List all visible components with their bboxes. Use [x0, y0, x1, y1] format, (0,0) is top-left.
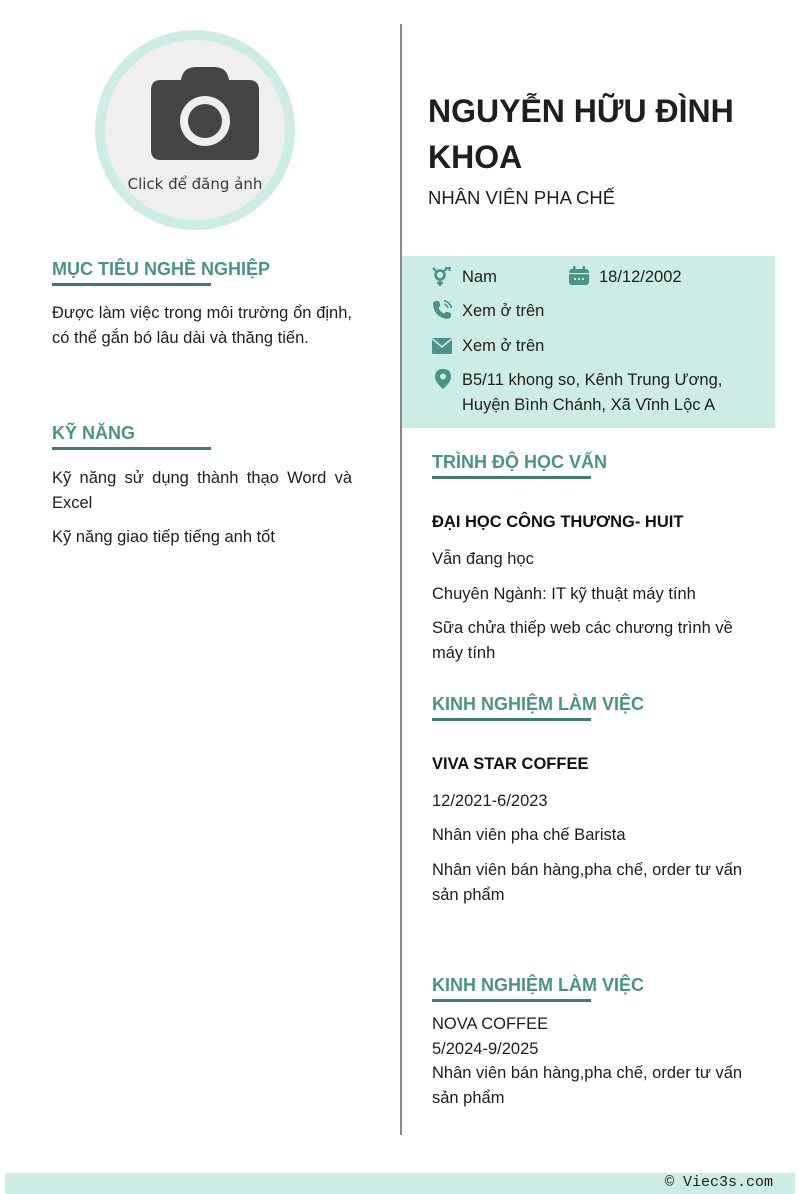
- address-line-2: Huyện Bình Chánh, Xã Vĩnh Lộc A: [462, 396, 716, 414]
- objective-text: Được làm việc trong môi trường ổn định, có thể gắn bó lâu dài và thăng tiến.: [52, 304, 352, 347]
- section-underline: [432, 476, 591, 479]
- section-title-education: TRÌNH ĐỘ HỌC VẤN: [432, 452, 607, 472]
- calendar-icon: [569, 266, 589, 286]
- section-underline: [432, 999, 591, 1002]
- phone-icon: [432, 300, 452, 320]
- envelope-icon: [432, 336, 452, 356]
- education-major: Chuyên Ngành: IT kỹ thuật máy tính: [432, 585, 696, 603]
- job-title: NHÂN VIÊN PHA CHẾ: [428, 187, 616, 208]
- work-desc-line-1: Nhân viên bán hàng,pha chế, order tư vấn: [432, 1064, 743, 1082]
- section-title-experience: KINH NGHIỆM LÀM VIỆC: [432, 975, 645, 995]
- skill-item: Kỹ năng giao tiếp tiếng anh tốt: [52, 528, 275, 546]
- birthday-value: 18/12/2002: [599, 268, 682, 286]
- education-note-line-1: Sữa chửa thiếp web các chương trình về: [432, 619, 733, 637]
- work-desc-line-1: Nhân viên bán hàng,pha chế, order tư vấn: [432, 861, 743, 879]
- camera-icon: [151, 67, 259, 160]
- company-name: NOVA COFFEE: [432, 1015, 549, 1033]
- section-title-skills: KỸ NĂNG: [52, 423, 136, 443]
- gender-value: Nam: [462, 268, 497, 286]
- section-underline: [52, 283, 211, 286]
- work-period: 5/2024-9/2025: [432, 1040, 539, 1058]
- education-note-line-2: máy tính: [432, 644, 496, 662]
- education-status: Vẫn đang học: [432, 550, 534, 568]
- gender-icon: [432, 267, 452, 287]
- work-period: 12/2021-6/2023: [432, 792, 548, 810]
- section-underline: [52, 447, 211, 450]
- phone-value: Xem ở trên: [462, 302, 545, 320]
- avatar-caption: Click để đăng ảnh: [127, 175, 263, 193]
- work-desc-line-2: sản phẩm: [432, 886, 505, 904]
- skill-item: Kỹ năng sử dụng thành thạo Word và Excel: [52, 469, 352, 512]
- avatar-placeholder[interactable]: [105, 40, 285, 220]
- section-title-experience: KINH NGHIỆM LÀM VIỆC: [432, 694, 645, 714]
- copyright-text: © Viec3s.com: [664, 1174, 773, 1191]
- school-name: ĐẠI HỌC CÔNG THƯƠNG- HUIT: [432, 513, 684, 531]
- avatar-upload[interactable]: [95, 30, 295, 230]
- company-name: VIVA STAR COFFEE: [432, 755, 589, 773]
- candidate-name: NGUYỄN HỮU ĐÌNH KHOA: [428, 93, 734, 175]
- section-title-objective: MỤC TIÊU NGHỀ NGHIỆP: [52, 259, 271, 279]
- location-pin-icon: [433, 369, 453, 389]
- email-value: Xem ở trên: [462, 337, 545, 355]
- contact-info-panel: [402, 256, 775, 428]
- column-divider: [400, 24, 402, 1135]
- footer-band: [5, 1173, 795, 1194]
- section-underline: [432, 718, 591, 721]
- address-line-1: B5/11 khong so, Kênh Trung Ương,: [462, 371, 723, 389]
- work-desc-line-2: sản phẩm: [432, 1089, 505, 1107]
- work-role: Nhân viên pha chế Barista: [432, 826, 626, 844]
